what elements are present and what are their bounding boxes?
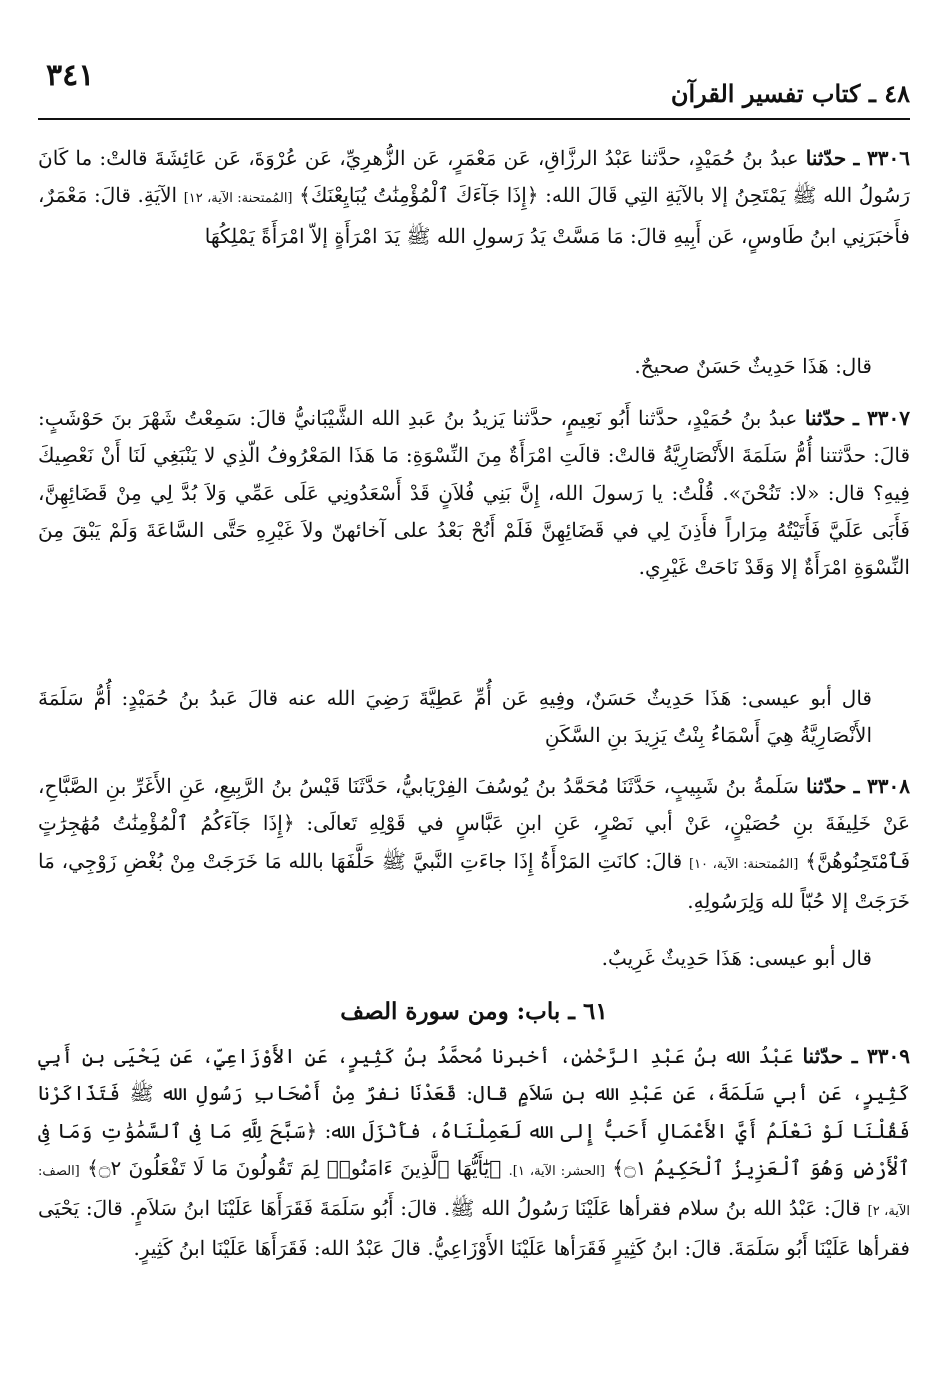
hadith-text: الآيَةِ. قالَ: مَعْمَرٌ، فأَخبَرَنِي ابنُ طَاوسٍ، عَن أَبِيهِ قالَ: مَا مَسَّتْ يَدُ رَسولِ الله ﷺ يَدَ امْرَأَةٍ إلاّ امْرَأَةً يَمْلِكُهَا [38, 183, 910, 248]
hadith-chain-word: حدّثنا [805, 146, 847, 170]
hadith-number: ٣٣٠٩ ـ [851, 1044, 911, 1068]
hadith-chain-word: حدّثنا [804, 406, 846, 430]
quran-citation: [المُمتحنة: الآية، ١٢] [183, 191, 293, 207]
page-header [38, 58, 910, 120]
hadith-text: قالَ: عَبْدُ الله بنُ سلام فقرأها عَلَيْنَا رَسُولُ الله ﷺ. قالَ: أَبُو سَلَمَةَ فَقَرَأَهَا عَلَيْنَا ابنُ سَلاَمٍ. قالَ: يَحْيَى فقرأها عَلَيْنَا أَبُو سَلَمَةَ. قالَ: ابنُ كَثِيرٍ فَقَرَأها عَلَيْنَا الأَوْزَاعِيُّ. قالَ عَبْدُ الله: فَقَرَأَهَا عَلَيْنَا ابنُ كَثِيرٍ. [38, 1196, 910, 1261]
hadith-text: قالَ: كانَتِ المَرْأَةُ إِذَا جاءَتِ النَّبيَّ ﷺ حَلَّفَهَا بالله مَا خَرَجَتْ مِنْ بُغْضِ زَوْجِي، مَا خَرَجَتْ إلا حُبّاً لله وَلِرَسُولِهِ. [38, 848, 910, 913]
quran-citation: [المُمتحنة: الآية، ١٠] [689, 856, 799, 872]
page-body [38, 140, 910, 1338]
hadith-text: عبدُ بنُ حُمَيْدٍ، حدَّثنا أَبُو نَعِيمٍ، حدَّثنا يَزيدُ بنُ عَبدِ الله الشَّيْبَانيُّ قالَ: سَمِعْتُ شَهْرَ بنَ حَوْشَبٍ: قالَ: حدَّثتنا أُمُّ سَلَمَةَ الأَنْصَارِيَّةُ قالتْ: قالَتِ امْرَأَةٌ مِنَ النِّسْوَةِ: مَا هَذَا المَعْرُوفُ الّذِي لا يَنْبَغِي لَنَا أَنْ نَعْصِيكَ فِيهِ؟ قال: «لا: تَنُحْنَ». قُلْتُ: يا رَسولَ الله، إِنَّ بَنِي فُلاَنٍ قَدْ أَسْعَدُونِي عَلَى عَمِّي وَلاَ بُدَّ لِي مِنْ قَضَائِهِنَّ، فَأَبَى عَلَيَّ فَأَتَيْتُهُ مِرَاراً فأَذِنَ لِي في قَضَائِهِنَّ فَلَمْ أَنُحْ بَعْدُ على آخائهنّ ولاَ غَيْرِهِ حَتَّى السَّاعَةَ وَلَمْ يَبْقَ مِنَ النِّسْوَةِ امْرَأَةٌ إلا وَقَدْ نَاحَتْ غَيْرِي. [38, 406, 910, 580]
quran-verse: ﴿يَٰٓأَيُّهَا ٱلَّذِينَ ءَامَنُوا۟ لِمَ تَقُولُونَ مَا لَا تَفْعَلُونَ ۝٢﴾ [87, 1155, 502, 1180]
page-number: ٣٤١ [46, 58, 95, 93]
quran-citation: [الصف: الآية، ٢] [38, 1163, 910, 1220]
hadith-number: ٣٣٠٨ ـ [853, 774, 911, 798]
hadith-3306 [38, 140, 910, 336]
hadith-number: ٣٣٠٧ ـ [853, 406, 911, 430]
hadith-chain-word: حدّثنا [802, 1044, 844, 1068]
hadith-3307 [38, 400, 910, 668]
section-heading: ٦١ ـ باب: ومن سورة الصف [340, 998, 608, 1025]
hadith-grading: قال: هَذَا حَدِيثٌ حَسَنٌ صحيحٌ. [634, 354, 872, 378]
hadith-chain-word: حدّثنا [805, 774, 847, 798]
hadith-number: ٣٣٠٦ ـ [853, 146, 911, 170]
hadith-text: سَلَمةُ بنُ شَبِيبٍ، حَدَّثَنَا مُحَمَّدُ بنُ يُوسُفَ الفِرْيَابيُّ، حَدَّثَنَا قَيْسُ بنُ الرَّبِيعِ، عَنِ الأَغَرِّ بنِ الصَّبَّاحِ، عَنْ خَلِيفَةَ بنِ حُصَيْنٍ، عَنْ أبي نَصْرٍ، عَنِ ابنِ عَبَّاسٍ في قَوْلِهِ تَعالَى: ﴿إِذَا جَآءَكُمُ ٱلْمُؤْمِنَٰتُ مُهَٰجِرَٰتٍ فَٱمْتَحِنُوهُنَّ﴾ [38, 774, 911, 873]
hadith-text: عبدُ بنُ حُمَيْدٍ، حدَّثنا عَبْدُ الرزَّاقِ، عَن مَعْمَرٍ، عَن الزُّهرِيِّ، عَن عُرْوَةَ، عَن عَائِشَةَ قالتْ: ما كَانَ رَسُولُ الله ﷺ يَمْتَحِنُ إلا بالآيَةِ التِي قَالَ الله: ﴿إِذَا جَآءَكَ ٱلْمُؤْمِنَٰتُ يُبَايِعْنَكَ﴾ [38, 146, 911, 208]
hadith-3308 [38, 768, 910, 928]
chapter-title: ٤٨ ـ كتاب تفسير القرآن [670, 79, 910, 108]
hadith-text: عَبْدُ الله بنُ عَبْدِ الرَّحْمٰنِ، أخبرنا مُحمَّدُ بنُ كَثِيرٍ، عَنِ الأَوْزَاعِيِّ، عَن يَحْيَى بنِ أَبِي كَثِيرٍ، عَن أبي سَلَمَةَ، عَن عَبْدِ الله بنِ سَلاَمٍ قال: قَعَدْنَا نفرٌ مِنْ أَصْحَابِ رَسُولِ الله ﷺ فَتَذَاكَرْنا فَقُلْنَا لَوْ نَعْلَمُ أَيَّ الأَعْمَالِ أَحَبُّ إِلى الله لَعَمِلْنَاهُ، فأَنْزَلَ الله: ﴿سَبَّحَ لِلَّهِ مَا فِى ٱلسَّمَٰوَٰتِ وَمَا فِى ٱلْأَرْضِ وَهُوَ ٱلْعَزِيزُ ٱلْحَكِيمُ ۝١﴾ [38, 1044, 910, 1180]
quran-citation: [الحشر: الآية، ١]. [508, 1163, 605, 1179]
hadith-grading: قال أبو عيسى: هَذَا حَدِيثٌ غَرِيبٌ. [601, 946, 872, 970]
header-divider [38, 118, 910, 120]
hadith-grading: قال أبو عيسى: هَذَا حَدِيثٌ حَسَنٌ، وفِيهِ عَن أُمِّ عَطِيَّةَ رَضِيَ الله عنه قالَ عَبدُ بنُ حُمَيْدٍ: أُمُّ سَلَمَةَ الأَنْصَارِيَّةُ هِيَ أَسْمَاءُ بِنْتُ يَزِيدَ بنِ السَّكَنِ [38, 686, 872, 748]
hadith-3309 [38, 1038, 910, 1338]
